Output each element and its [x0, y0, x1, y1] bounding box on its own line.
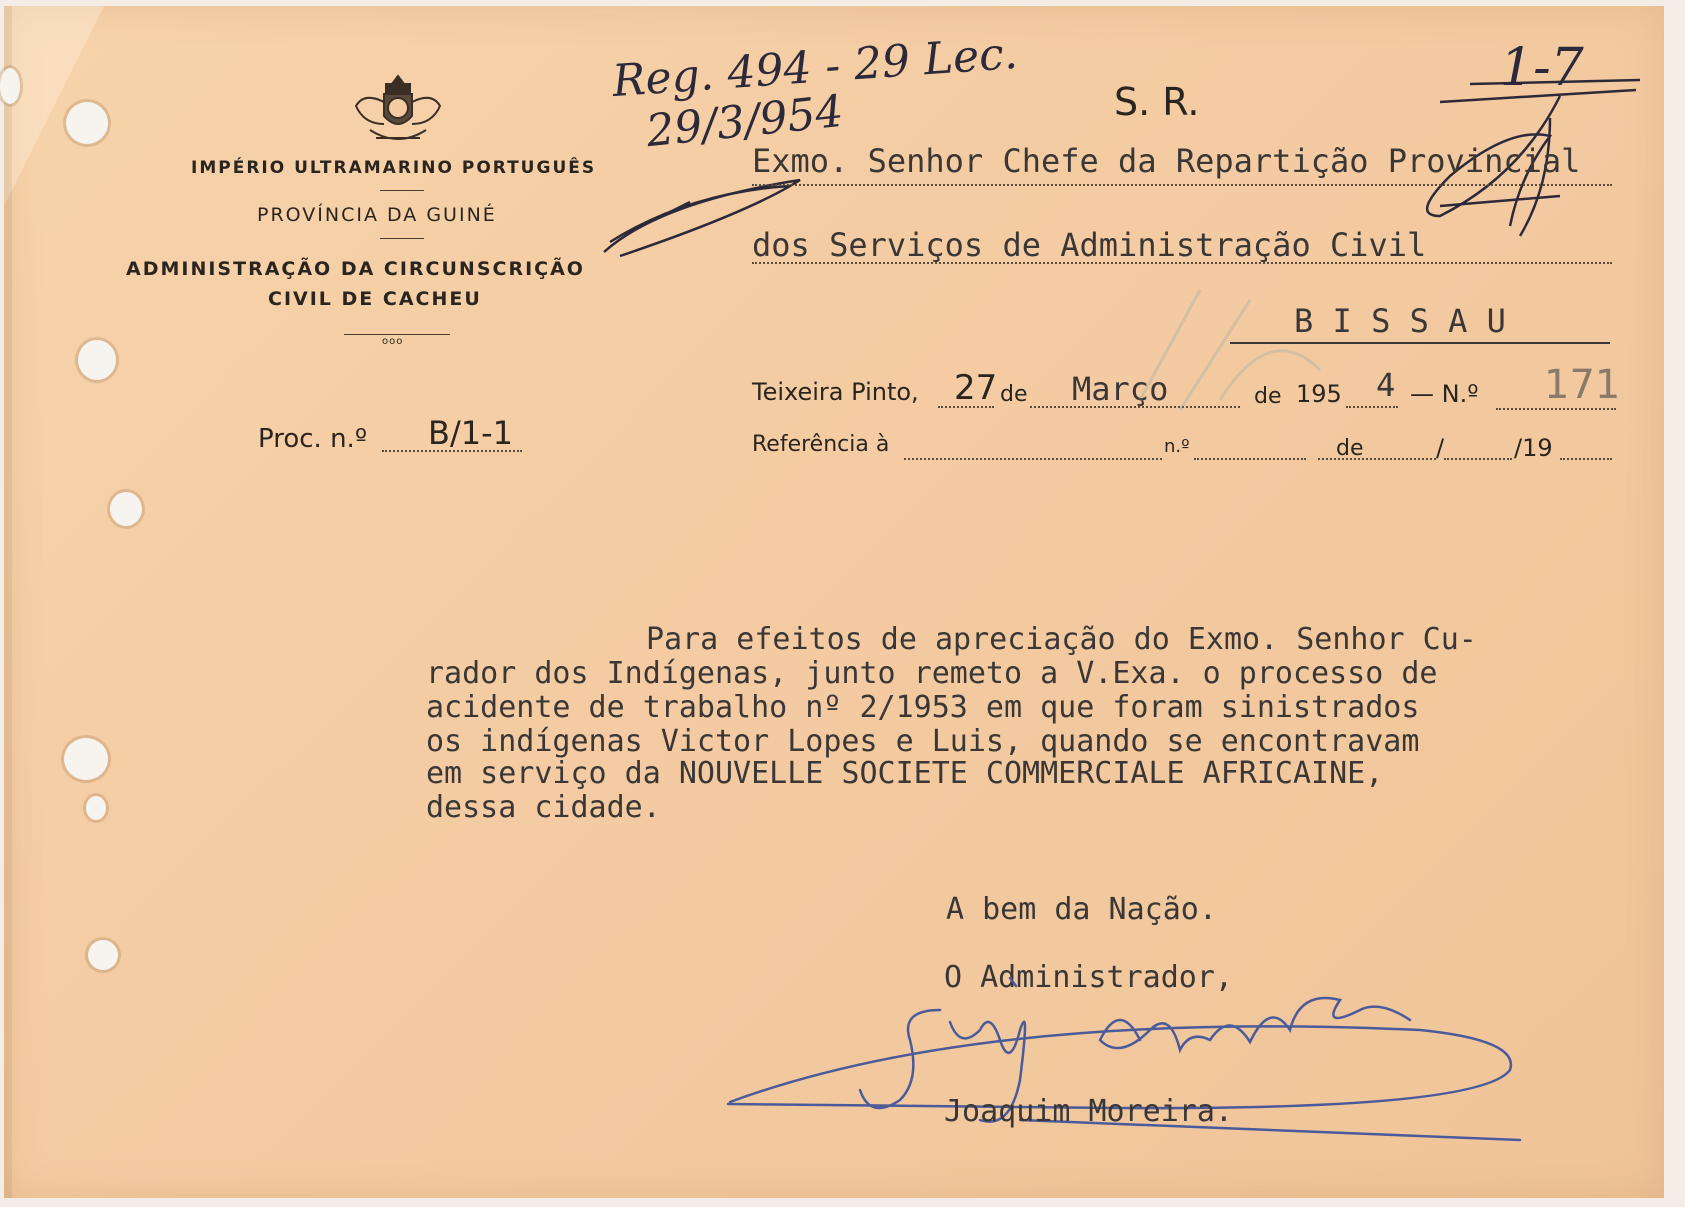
letterhead-circumscription: CIVIL DE CACHEU	[268, 288, 482, 310]
dateline-de-1: de	[1000, 382, 1028, 407]
registry-annotation: Reg. 494 - 29 Lec.	[610, 27, 1020, 108]
letterhead-rule	[344, 334, 450, 335]
reference-number-label: n.º	[1164, 436, 1190, 457]
addressee-line-1: Exmo. Senhor Chefe da Repartição Provincial	[752, 142, 1581, 180]
dateline-de-2: de	[1254, 384, 1282, 409]
corner-mark: 1-7	[1500, 38, 1584, 98]
punch-hole	[110, 492, 142, 526]
dateline-month: Março	[1072, 370, 1169, 408]
coat-of-arms-icon	[350, 72, 446, 148]
body-line: dessa cidade.	[426, 790, 661, 825]
closing-salutation: A bem da Nação.	[946, 892, 1217, 927]
letterhead-empire: IMPÉRIO ULTRAMARINO PORTUGUÊS	[191, 158, 597, 178]
closing-title: O Administrador,	[944, 960, 1233, 995]
reference-dotline	[1318, 458, 1436, 460]
reference-dotline	[1444, 458, 1512, 460]
sr-header: S. R.	[1114, 80, 1200, 124]
reference-slash: /	[1436, 434, 1445, 462]
dateline-dotline	[938, 406, 994, 408]
proc-dotline	[382, 450, 522, 452]
registry-date: 29/3/954	[643, 85, 846, 158]
reference-de-label: de	[1336, 436, 1364, 461]
dateline-day: 27	[954, 368, 998, 408]
letterhead-rule	[380, 238, 424, 239]
letterhead-province: PROVÍNCIA DA GUINÉ	[257, 204, 497, 226]
reference-year: /19	[1514, 434, 1553, 462]
proc-label: Proc. n.º	[258, 424, 368, 454]
faded-stamp	[1120, 260, 1340, 420]
dateline-year-prefix: 195	[1296, 380, 1342, 408]
addressee-dotline	[752, 184, 1612, 186]
body-line: os indígenas Victor Lopes e Luis, quando se encontravam	[426, 724, 1420, 759]
letterhead-ornament: ooo	[382, 336, 404, 347]
punch-hole	[64, 738, 108, 780]
proc-value: B/1-1	[428, 414, 513, 452]
punch-hole	[86, 796, 106, 820]
reference-label: Referência à	[752, 432, 890, 457]
dateline-dotline	[1346, 406, 1398, 408]
dateline-year-digit: 4	[1376, 366, 1396, 404]
addressee-city: B I S S A U	[1294, 302, 1506, 340]
letterhead-rule	[380, 190, 424, 191]
reference-dotline	[1194, 458, 1306, 460]
punch-hole	[78, 340, 116, 380]
dateline-number: 171	[1544, 362, 1621, 408]
punch-hole	[66, 102, 108, 144]
punch-hole	[0, 68, 20, 104]
body-line: em serviço da NOUVELLE SOCIETE COMMERCIALE AFRICAINE,	[426, 756, 1384, 791]
dateline-place: Teixeira Pinto,	[752, 378, 919, 406]
signatory-name: Joaquim Moreira.	[944, 1094, 1233, 1129]
dateline-dotline	[1496, 408, 1616, 410]
dateline-number-label: — N.º	[1410, 380, 1479, 408]
reference-dotline	[904, 458, 1162, 460]
reference-dotline	[1560, 458, 1612, 460]
addressee-line-2: dos Serviços de Administração Civil	[752, 226, 1427, 264]
body-line: rador dos Indígenas, junto remeto a V.Exa. o processo de	[426, 656, 1438, 691]
body-line: Para efeitos de apreciação do Exmo. Senhor Cu-	[646, 622, 1477, 657]
body-line: acidente de trabalho nº 2/1953 em que foram sinistrados	[426, 690, 1420, 725]
letterhead-administration: ADMINISTRAÇÃO DA CIRCUNSCRIÇÃO	[126, 258, 585, 280]
punch-hole	[88, 940, 118, 970]
